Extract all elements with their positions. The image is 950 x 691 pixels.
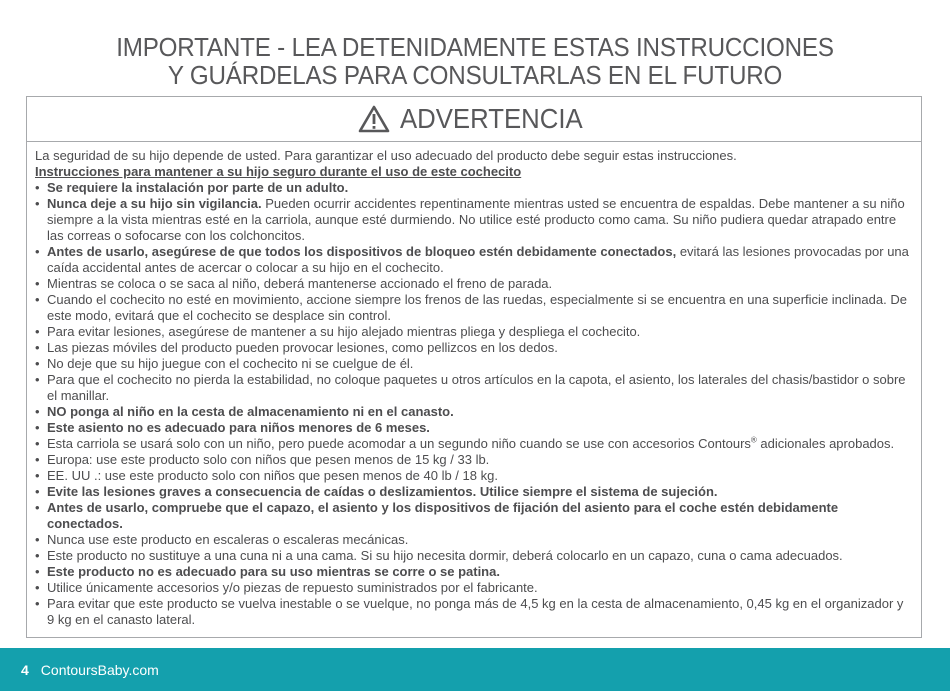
list-item: [35, 196, 913, 244]
list-item: [35, 532, 913, 548]
list-item: [35, 548, 913, 564]
title-line-1: IMPORTANTE - LEA DETENIDAMENTE ESTAS INSTRUCCIONES: [116, 32, 834, 62]
list-item: [35, 468, 913, 484]
list-item: [35, 340, 913, 356]
registered-mark: ®: [750, 435, 757, 445]
list-item: [35, 564, 913, 580]
list-item-text: Esta carriola se usará solo con un niño, pero puede acomodar a un segundo niño cuando se use con accesorios Contours: [47, 436, 751, 451]
list-item: [35, 596, 913, 628]
list-item: [35, 404, 913, 420]
list-item-bold: Este asiento no es adecuado para niños menores de 6 meses.: [47, 420, 430, 435]
list-item-text: Cuando el cochecito no esté en movimiento, accione siempre los frenos de las ruedas, especialmente si se encuentra en una superficie inclinada. De este modo, evitará que el cochecito se desplace sin control.: [47, 292, 907, 323]
list-item-text: Mientras se coloca o se saca al niño, deberá mantenerse accionado el freno de parada.: [47, 276, 553, 291]
list-item-text: Este producto no sustituye a una cuna ni a una cama. Si su hijo necesita dormir, deberá colocarlo en un capazo, cuna o cama adecuados.: [47, 548, 843, 563]
footer-bar: [0, 648, 950, 691]
list-item-bold: NO ponga al niño en la cesta de almacenamiento ni en el canasto.: [47, 404, 454, 419]
page-number: 4: [21, 661, 29, 678]
list-item: [35, 276, 913, 292]
list-item: [35, 324, 913, 340]
list-item-text: Para evitar lesiones, asegúrese de mantener a su hijo alejado mientras pliega y despliega el cochecito.: [47, 324, 641, 339]
list-item-text: Para que el cochecito no pierda la estabilidad, no coloque paquetes u otros artículos en la capota, el asiento, los laterales del chasis/bastidor o sobre el manillar.: [47, 372, 906, 403]
list-item-text: evitará las lesiones provocadas por una caída accidental antes de acercar o colocar a su hijo en el cochecito.: [47, 244, 909, 275]
list-item-text: No deje que su hijo juegue con el cochecito ni se cuelgue de él.: [47, 356, 414, 371]
list-item: [35, 292, 913, 324]
list-item: [35, 244, 913, 276]
warning-triangle-icon: [358, 105, 390, 133]
list-item: [35, 372, 913, 404]
instructions-subheading: Instrucciones para mantener a su hijo seguro durante el uso de este cochecito: [35, 164, 522, 179]
list-item-bold: Antes de usarlo, compruebe que el capazo, el asiento y los dispositivos de fijación del asiento para el coche estén debidamente conectados.: [47, 500, 839, 531]
warning-box: [26, 96, 922, 638]
title-line-2: Y GUÁRDELAS PARA CONSULTARLAS EN EL FUTURO: [167, 60, 783, 90]
list-item-text: Europa: use este producto solo con niños que pesen menos de 15 kg / 33 lb.: [47, 452, 490, 467]
list-item: [35, 436, 913, 452]
warning-heading: ADVERTENCIA: [399, 103, 583, 134]
warning-content: [27, 142, 921, 628]
intro-text: La seguridad de su hijo depende de usted. Para garantizar el uso adecuado del producto debe seguir estas instrucciones.: [35, 148, 737, 163]
list-item-bold: Se requiere la instalación por parte de un adulto.: [47, 180, 349, 195]
list-item-text: EE. UU .: use este producto solo con niños que pesen menos de 40 lb / 18 kg.: [47, 468, 498, 483]
list-item-bold: Evite las lesiones graves a consecuencia de caídas o deslizamientos. Utilice siempre el sistema de sujeción.: [47, 484, 718, 499]
list-item-text: Pueden ocurrir accidentes repentinamente mientras usted se encuentra de espaldas. Debe mantener a su niño siempre a la vista mientras esté en la carriola, aunque esté durmiendo. No utilice esté producto como cama. Su niño pudiera quedar atrapado entre las correas o sofocarse con los colchoncitos.: [47, 196, 905, 243]
list-item-text: Para evitar que este producto se vuelva inestable o se vuelque, no ponga más de 4,5 kg en la cesta de almacenamiento, 0,45 kg en el organizador y 9 kg en el canasto lateral.: [47, 596, 904, 627]
list-item-text: Utilice únicamente accesorios y/o piezas de repuesto suministrados por el fabricante.: [47, 580, 538, 595]
list-item: [35, 420, 913, 436]
list-item: [35, 580, 913, 596]
list-item: [35, 500, 913, 532]
list-item-text: Las piezas móviles del producto pueden provocar lesiones, como pellizcos en los dedos.: [47, 340, 558, 355]
list-item-text-tail: adicionales aprobados.: [756, 436, 895, 451]
list-item: [35, 452, 913, 468]
page-title: [33, 33, 917, 89]
list-item: [35, 484, 913, 500]
list-item-bold: Nunca deje a su hijo sin vigilancia.: [47, 196, 262, 211]
list-item-text: Nunca use este producto en escaleras o escaleras mecánicas.: [47, 532, 409, 547]
website-link[interactable]: ContoursBaby.com: [40, 661, 159, 678]
list-item: [35, 180, 913, 196]
warning-header: [27, 97, 921, 142]
list-item-bold: Este producto no es adecuado para su uso mientras se corre o se patina.: [47, 564, 500, 579]
list-item: [35, 356, 913, 372]
list-item-bold: Antes de usarlo, asegúrese de que todos los dispositivos de bloqueo estén debidamente conectados,: [47, 244, 677, 259]
warning-list: [35, 180, 913, 628]
